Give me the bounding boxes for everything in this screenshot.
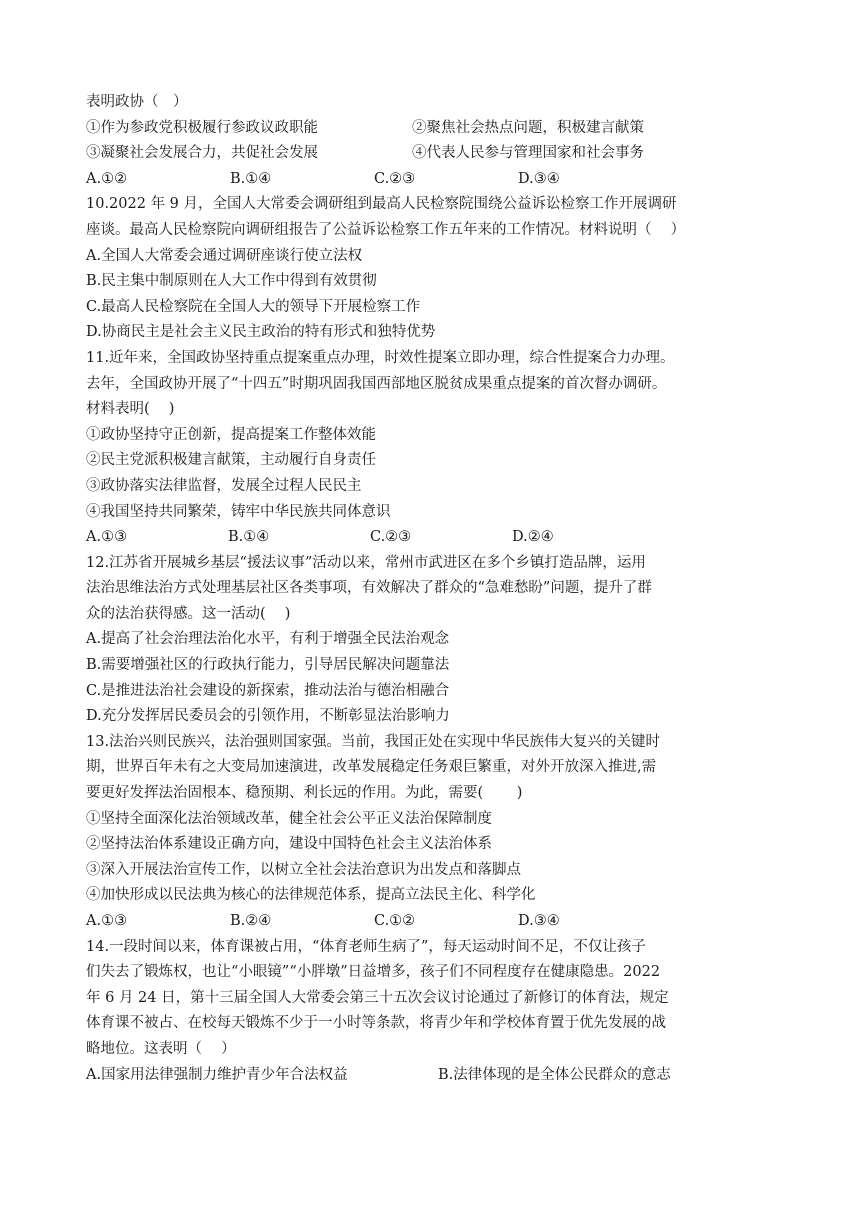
q11-choices xyxy=(86,525,786,551)
q14-stem-line-2: 们失去了锻炼权，也让“小眼镜”“小胖墩”日益增多，孩子们不同程度存在健康隐患。2022 xyxy=(86,964,661,981)
q9-choice-c: C.②③ xyxy=(374,170,416,187)
q11-option-2: ②民主党派积极建言献策，主动履行自身责任 xyxy=(86,452,376,469)
q13-stem-line-2: 期，世界百年未有之大变局加速演进，改革发展稳定任务艰巨繁重，对外开放深入推进,需 xyxy=(86,759,657,776)
q12-stem-line-1: 12.江苏省开展城乡基层“援法议事”活动以来，常州市武进区在多个乡镇打造品牌，运用 xyxy=(86,554,646,571)
q13-stem-line-3: 要更好发挥法治固根本、稳预期、利长远的作用。为此，需要( ) xyxy=(86,785,523,802)
q12-choice-a: A.提高了社会治理法治化水平，有利于增强全民法治观念 xyxy=(86,631,450,648)
q12-choice-c: C.是推进法治社会建设的新探索，推动法治与德治相融合 xyxy=(86,682,450,699)
q11-stem-line-2: 去年，全国政协开展了“十四五”时期巩固我国西部地区脱贫成果重点提案的首次督办调研。 xyxy=(86,375,667,392)
q12-choice-b: B.需要增强社区的行政执行能力，引导居民解决问题靠法 xyxy=(86,657,450,674)
q9-options-row-1 xyxy=(86,116,786,142)
q12-stem-line-2: 法治思维法治方式处理基层社区各类事项，有效解决了群众的“急难愁盼”问题，提升了群 xyxy=(86,580,652,597)
q9-choice-a: A.①② xyxy=(86,170,128,187)
q13-choices xyxy=(86,909,786,935)
q11-option-1: ①政协坚持守正创新，提高提案工作整体效能 xyxy=(86,426,376,443)
q10-stem-line-1: 10.2022 年 9 月，全国人大常委会调研组到最高人民检察院围绕公益诉讼检察工作开展调研 xyxy=(86,196,677,213)
q13-choice-b: B.②④ xyxy=(230,913,272,929)
q11-stem-line-3: 材料表明( ) xyxy=(86,401,175,418)
q14-stem-line-5: 略地位。这表明（ ） xyxy=(86,1040,236,1057)
q14-stem-line-3: 年 6 月 24 日，第十三届全国人大常委会第三十五次会议讨论通过了新修订的体育法，规定 xyxy=(86,989,669,1006)
q14-stem-line-1: 14.一段时间以来，体育课被占用，“体育老师生病了”，每天运动时间不足，不仅让孩子 xyxy=(86,938,646,955)
q13-stem-line-1: 13.法治兴则民族兴，法治强则国家强。当前，我国正处在实现中华民族伟大复兴的关键时 xyxy=(86,733,661,750)
q14-choices-row-1 xyxy=(86,1063,786,1089)
q9-choice-b: B.①④ xyxy=(230,170,272,187)
q13-option-1: ①坚持全面深化法治领域改革，健全社会公平正义法治保障制度 xyxy=(86,810,492,827)
q9-option-3: ③凝聚社会发展合力，共促社会发展 xyxy=(86,145,318,162)
q14-stem-line-4: 体育课不被占、在校每天锻炼不少于一小时等条款，将青少年和学校体育置于优先发展的战 xyxy=(86,1015,666,1032)
q9-options-row-2 xyxy=(86,141,786,167)
q11-choice-d: D.②④ xyxy=(512,529,554,546)
q14-choice-a: A.国家用法律强制力维护青少年合法权益 xyxy=(86,1066,348,1083)
q10-stem-line-2: 座谈。最高人民检察院向调研组报告了公益诉讼检察工作五年来的工作情况。材料说明（ ） xyxy=(86,221,686,238)
q11-choice-a: A.①③ xyxy=(86,529,128,546)
q12-choice-d: D.充分发挥居民委员会的引领作用，不断彰显法治影响力 xyxy=(86,708,450,725)
q14-choice-b: B.法律体现的是全体公民群众的意志 xyxy=(438,1066,671,1083)
q9-option-4: ④代表人民参与管理国家和社会事务 xyxy=(412,145,644,162)
q9-option-2: ②聚焦社会热点问题，积极建言献策 xyxy=(412,119,644,136)
q9-option-1: ①作为参政党积极履行参政议政职能 xyxy=(86,119,318,136)
q13-option-3: ③深入开展法治宣传工作，以树立全社会法治意识为出发点和落脚点 xyxy=(86,861,521,878)
q11-stem-line-1: 11.近年来，全国政协坚持重点提案重点办理，时效性提案立即办理，综合性提案合力办理。 xyxy=(86,349,675,366)
q10-choice-a: A.全国人大常委会通过调研座谈行使立法权 xyxy=(86,247,363,264)
q10-choice-b: B.民主集中制原则在人大工作中得到有效贯彻 xyxy=(86,273,377,290)
exam-page xyxy=(86,90,786,1088)
q13-choice-a: A.①③ xyxy=(86,913,128,929)
q9-stem-tail: 表明政协（ ） xyxy=(86,94,188,110)
q10-choice-d: D.协商民主是社会主义民主政治的特有形式和独特优势 xyxy=(86,324,436,341)
q13-choice-d: D.③④ xyxy=(518,913,560,929)
q9-choice-d: D.③④ xyxy=(518,170,560,187)
q12-stem-line-3: 众的法治获得感。这一活动( ) xyxy=(86,605,291,622)
q13-choice-c: C.①② xyxy=(374,913,416,929)
q9-choices xyxy=(86,167,786,193)
q13-option-2: ②坚持法治体系建设正确方向，建设中国特色社会主义法治体系 xyxy=(86,836,492,853)
q13-option-4: ④加快形成以民法典为核心的法律规范体系，提高立法民主化、科学化 xyxy=(86,887,536,904)
q11-option-4: ④我国坚持共同繁荣，铸牢中华民族共同体意识 xyxy=(86,503,391,520)
q11-option-3: ③政协落实法律监督，发展全过程人民民主 xyxy=(86,477,362,494)
q11-choice-b: B.①④ xyxy=(228,529,270,546)
q10-choice-c: C.最高人民检察院在全国人大的领导下开展检察工作 xyxy=(86,298,421,315)
q11-choice-c: C.②③ xyxy=(370,529,412,546)
